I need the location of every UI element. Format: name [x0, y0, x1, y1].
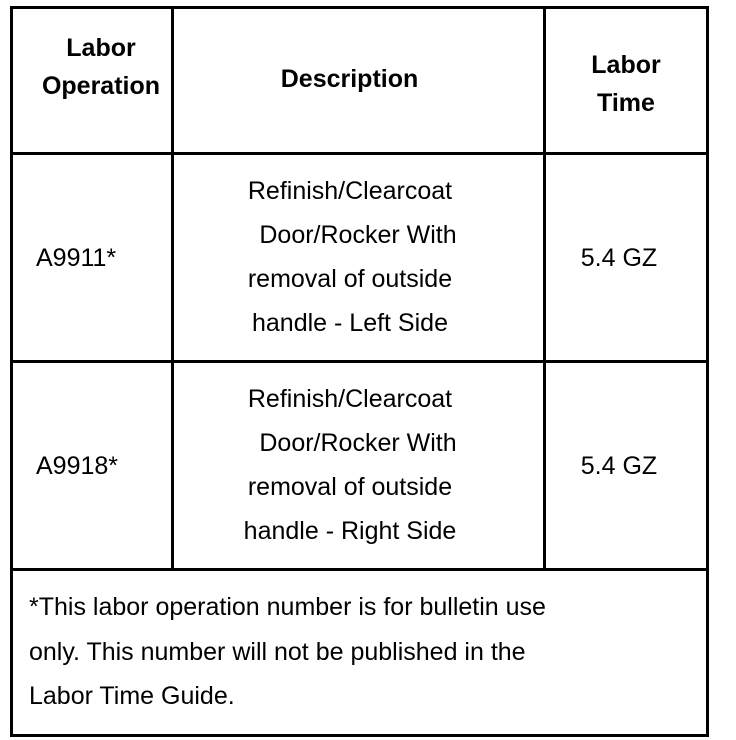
description-line: Door/Rocker With: [259, 221, 457, 249]
footnote-line: only. This number will not be published in the: [29, 637, 526, 666]
footnote-top-rule: [10, 568, 709, 571]
header-description: Description: [280, 65, 419, 93]
description-line: handle - Left Side: [252, 309, 448, 337]
table-row-1-labor-time: 5.4 GZ: [580, 243, 658, 272]
header-labor-operation-line: Labor: [66, 34, 136, 62]
header-labor-operation: [13, 9, 189, 125]
description-line: Refinish/Clearcoat: [247, 385, 453, 413]
header-labor-time-line: Labor: [591, 51, 661, 79]
description-line: removal of outside: [247, 265, 453, 293]
footnote-line: Labor Time Guide.: [29, 682, 235, 710]
table-row-1-description: [174, 167, 526, 347]
header-labor-time: [546, 9, 706, 159]
header-labor-operation-line: Operation: [41, 72, 161, 100]
description-line: handle - Right Side: [243, 517, 457, 545]
table-border-bottom: [10, 734, 709, 737]
table-row-2-labor-operation: A9918*: [36, 451, 119, 480]
header-labor-time-line: Time: [597, 89, 655, 117]
table-border-right: [706, 6, 709, 737]
table-row-2-description: [174, 375, 526, 555]
description-line: Door/Rocker With: [259, 429, 457, 457]
description-line: Refinish/Clearcoat: [247, 177, 453, 205]
footnote-line: *This labor operation number is for bulletin use: [29, 593, 546, 621]
table-row-1-labor-operation: A9911*: [36, 243, 117, 272]
table-row-2-labor-time: 5.4 GZ: [580, 451, 658, 480]
table-footnote: [29, 585, 699, 719]
description-line: removal of outside: [247, 473, 453, 501]
